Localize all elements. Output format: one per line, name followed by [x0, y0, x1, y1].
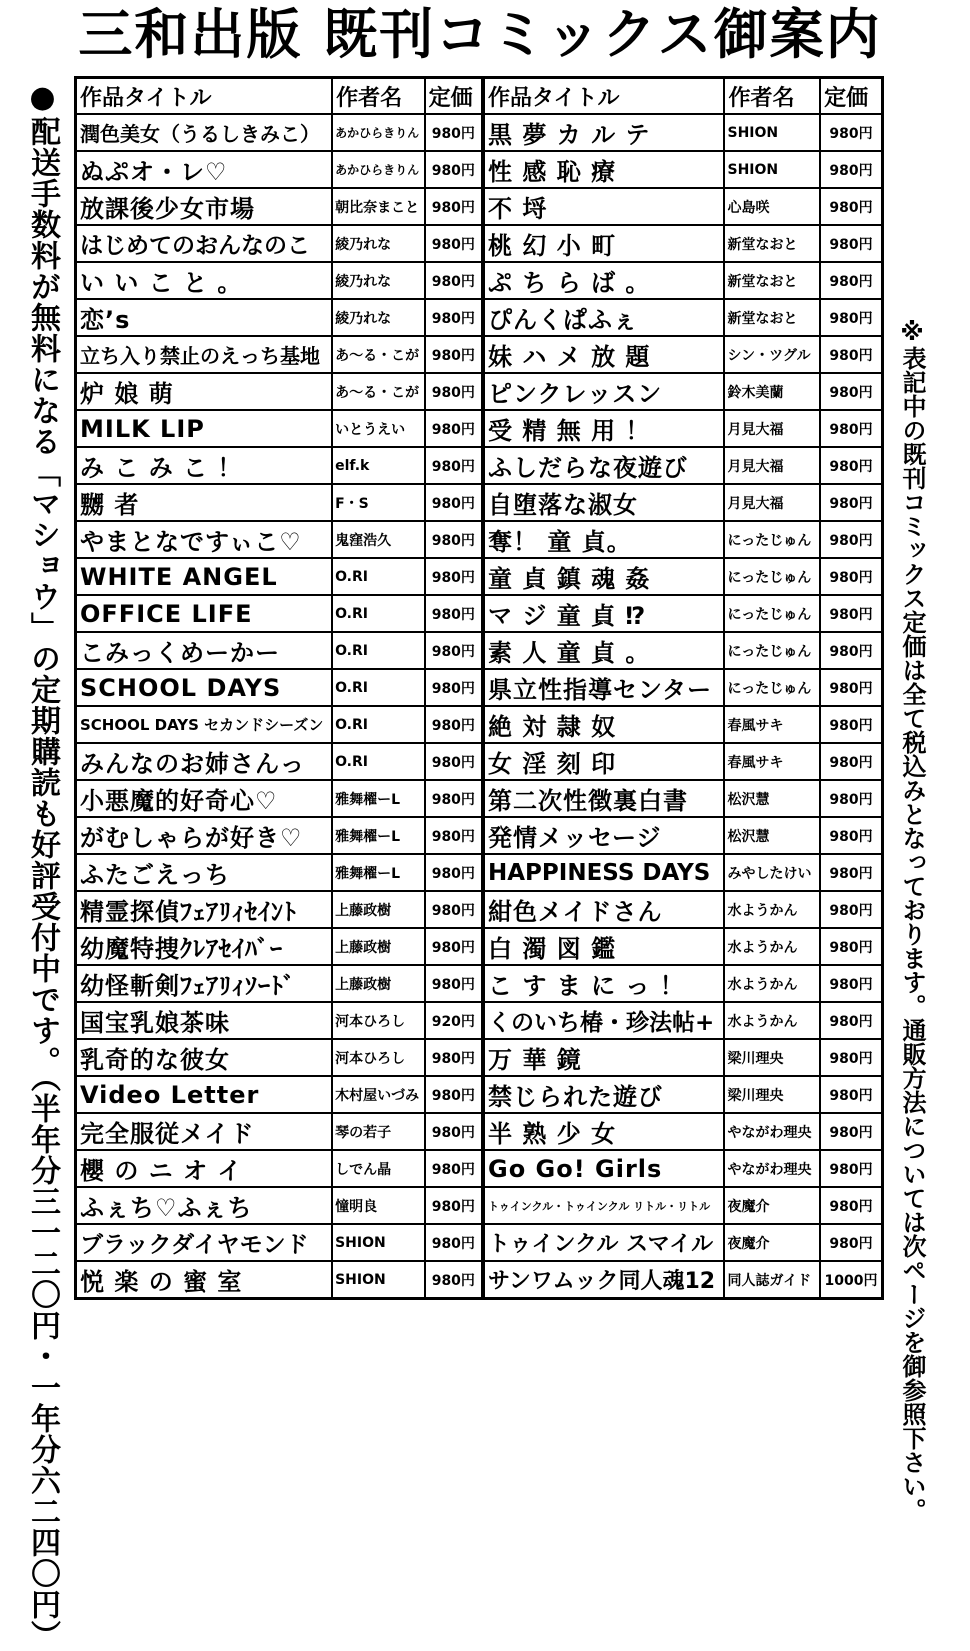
- title-cell: 万 華 鏡: [483, 1039, 724, 1076]
- price-cell: 980円: [425, 447, 483, 484]
- title-cell: サンワムック同人魂12: [483, 1261, 724, 1299]
- title-cell: 悦 楽 の 蜜 室: [76, 1261, 333, 1299]
- title-cell: こ す ま に っ ！: [483, 965, 724, 1002]
- table-row: [76, 1039, 883, 1076]
- title-cell: 白 濁 図 鑑: [483, 928, 724, 965]
- title-cell: 幼魔特捜ｸﾚｱｾｲﾊﾞｰ: [76, 928, 333, 965]
- title-cell: 国宝乳娘茶味: [76, 1002, 333, 1039]
- page-title: 三和出版 既刊コミックス御案内: [78, 3, 882, 66]
- title-cell: ふたごえっち: [76, 854, 333, 891]
- title-cell: ぴんくぱふぇ: [483, 299, 724, 336]
- price-cell: 980円: [820, 1002, 882, 1039]
- price-cell: 980円: [820, 558, 882, 595]
- header-price: 定価: [820, 78, 882, 115]
- title-cell: 妹 ハ メ 放 題: [483, 336, 724, 373]
- author-cell: 鬼窪浩久: [332, 521, 425, 558]
- title-cell: Video Letter: [76, 1076, 333, 1113]
- author-cell: 綾乃れな: [332, 225, 425, 262]
- price-cell: 980円: [425, 632, 483, 669]
- title-cell: 炉 娘 萌: [76, 373, 333, 410]
- table-row: [76, 410, 883, 447]
- price-cell: 980円: [820, 1113, 882, 1150]
- title-cell: 小悪魔的好奇心♡: [76, 780, 333, 817]
- title-cell: ぬぷオ・レ♡: [76, 151, 333, 188]
- table-row: [76, 669, 883, 706]
- price-cell: 980円: [820, 669, 882, 706]
- author-cell: 上藤政樹: [332, 965, 425, 1002]
- price-cell: 980円: [425, 299, 483, 336]
- title-cell: 嬲 者: [76, 484, 333, 521]
- table-row: [76, 373, 883, 410]
- title-cell: 自堕落な淑女: [483, 484, 724, 521]
- author-cell: しでん晶: [332, 1150, 425, 1187]
- table-row: [76, 1187, 883, 1224]
- author-cell: 夜魔介: [724, 1187, 820, 1224]
- author-cell: 水ようかん: [724, 891, 820, 928]
- author-cell: O.RI: [332, 632, 425, 669]
- table-row: [76, 817, 883, 854]
- price-cell: 980円: [820, 225, 882, 262]
- price-cell: 980円: [425, 1113, 483, 1150]
- title-cell: 精霊探偵ﾌｪｱﾘｨｾｲﾝﾄ: [76, 891, 333, 928]
- price-cell: 980円: [425, 558, 483, 595]
- price-cell: 980円: [820, 1076, 882, 1113]
- author-cell: 朝比奈まこと: [332, 188, 425, 225]
- title-cell: MILK LIP: [76, 410, 333, 447]
- price-cell: 980円: [425, 521, 483, 558]
- table-row: [76, 225, 883, 262]
- price-cell: 980円: [425, 817, 483, 854]
- author-cell: 松沢慧: [724, 780, 820, 817]
- title-cell: ピンクレッスン: [483, 373, 724, 410]
- author-cell: 上藤政樹: [332, 891, 425, 928]
- price-cell: 980円: [820, 854, 882, 891]
- author-cell: 琴の若子: [332, 1113, 425, 1150]
- price-cell: 980円: [820, 114, 882, 151]
- author-cell: あかひらきりん: [332, 151, 425, 188]
- author-cell: 水ようかん: [724, 928, 820, 965]
- table-row: [76, 780, 883, 817]
- title-cell: 潤色美女（うるしきみこ）: [76, 114, 333, 151]
- title-cell: い い こ と 。: [76, 262, 333, 299]
- price-cell: 980円: [425, 373, 483, 410]
- price-cell: 980円: [425, 336, 483, 373]
- author-cell: 新堂なおと: [724, 299, 820, 336]
- price-cell: 980円: [820, 299, 882, 336]
- author-cell: 新堂なおと: [724, 225, 820, 262]
- title-cell: OFFICE LIFE: [76, 595, 333, 632]
- table-row: [76, 336, 883, 373]
- title-cell: 乳奇的な彼女: [76, 1039, 333, 1076]
- author-cell: 河本ひろし: [332, 1002, 425, 1039]
- price-cell: 980円: [820, 447, 882, 484]
- title-cell: Go Go! Girls: [483, 1150, 724, 1187]
- table-row: [76, 743, 883, 780]
- title-cell: ブラックダイヤモンド: [76, 1224, 333, 1261]
- author-cell: 上藤政樹: [332, 928, 425, 965]
- author-cell: にったじゅん: [724, 669, 820, 706]
- table-row: [76, 1002, 883, 1039]
- title-cell: がむしゃらが好き♡: [76, 817, 333, 854]
- title-cell: 性 感 恥 療: [483, 151, 724, 188]
- title-cell: はじめてのおんなのこ: [76, 225, 333, 262]
- header-author: 作者名: [724, 78, 820, 115]
- table-row: [76, 114, 883, 151]
- title-cell: ふしだらな夜遊び: [483, 447, 724, 484]
- title-cell: 幼怪斬剣ﾌｪｱﾘｨｿｰﾄﾞ: [76, 965, 333, 1002]
- price-cell: 980円: [425, 595, 483, 632]
- side-note-left: ●配送手数料が無料になる「マショウ」の定期購読も好評受付中です。（半年分三一二〇円・一年分六二四〇円）: [25, 80, 60, 1651]
- title-cell: SCHOOL DAYS: [76, 669, 333, 706]
- author-cell: SHION: [332, 1261, 425, 1299]
- author-cell: やながわ理央: [724, 1113, 820, 1150]
- title-cell: トゥインクル・トゥインクル リトル・リトル: [483, 1187, 724, 1224]
- title-cell: こみっくめーかー: [76, 632, 333, 669]
- title-cell: 立ち入り禁止のえっち基地: [76, 336, 333, 373]
- author-cell: 雅舞櫂ーL: [332, 854, 425, 891]
- table-row: [76, 632, 883, 669]
- price-cell: 980円: [425, 188, 483, 225]
- table-row: [76, 521, 883, 558]
- price-cell: 980円: [820, 780, 882, 817]
- table-row: [76, 558, 883, 595]
- author-cell: 同人誌ガイド: [724, 1261, 820, 1299]
- title-cell: HAPPINESS DAYS: [483, 854, 724, 891]
- price-cell: 980円: [820, 151, 882, 188]
- price-cell: 980円: [425, 1039, 483, 1076]
- title-cell: 紺色メイドさん: [483, 891, 724, 928]
- author-cell: O.RI: [332, 558, 425, 595]
- title-cell: 県立性指導センター: [483, 669, 724, 706]
- title-cell: みんなのお姉さんっ: [76, 743, 333, 780]
- price-cell: 980円: [820, 632, 882, 669]
- price-cell: 980円: [425, 1076, 483, 1113]
- header-title: 作品タイトル: [76, 78, 333, 115]
- price-cell: 980円: [425, 706, 483, 743]
- author-cell: 綾乃れな: [332, 262, 425, 299]
- price-cell: 980円: [425, 743, 483, 780]
- title-cell: やまとなですぃこ♡: [76, 521, 333, 558]
- price-cell: 980円: [820, 373, 882, 410]
- author-cell: にったじゅん: [724, 595, 820, 632]
- price-cell: 980円: [820, 1150, 882, 1187]
- author-cell: にったじゅん: [724, 521, 820, 558]
- author-cell: SHION: [724, 151, 820, 188]
- comics-table: [74, 76, 884, 1300]
- author-cell: やながわ理央: [724, 1150, 820, 1187]
- price-cell: 980円: [425, 1187, 483, 1224]
- table-row: [76, 1150, 883, 1187]
- author-cell: にったじゅん: [724, 558, 820, 595]
- table-row: [76, 1076, 883, 1113]
- price-cell: 980円: [425, 151, 483, 188]
- title-cell: 発情メッセージ: [483, 817, 724, 854]
- price-cell: 980円: [820, 928, 882, 965]
- author-cell: O.RI: [332, 706, 425, 743]
- title-cell: 黒 夢 カ ル テ: [483, 114, 724, 151]
- table-row: [76, 928, 883, 965]
- table-row: [76, 262, 883, 299]
- author-cell: 梁川理央: [724, 1039, 820, 1076]
- author-cell: 雅舞櫂ーL: [332, 780, 425, 817]
- side-note-right: ※表記中の既刊コミックス定価は全て税込みとなっております。通販方法については次ページを御参照下さい。: [898, 318, 926, 1522]
- author-cell: 春風サキ: [724, 706, 820, 743]
- author-cell: 河本ひろし: [332, 1039, 425, 1076]
- title-cell: 不 埒: [483, 188, 724, 225]
- author-cell: elf.k: [332, 447, 425, 484]
- price-cell: 980円: [425, 780, 483, 817]
- title-cell: 奪！ 童 貞。: [483, 521, 724, 558]
- price-cell: 920円: [425, 1002, 483, 1039]
- title-cell: ふぇち♡ふぇち: [76, 1187, 333, 1224]
- header-author: 作者名: [332, 78, 425, 115]
- table-row: [76, 484, 883, 521]
- author-cell: 雅舞櫂ーL: [332, 817, 425, 854]
- author-cell: みやしたけい: [724, 854, 820, 891]
- title-cell: 童 貞 鎮 魂 姦: [483, 558, 724, 595]
- price-cell: 980円: [425, 965, 483, 1002]
- price-cell: 980円: [820, 1187, 882, 1224]
- table-row: [76, 595, 883, 632]
- title-cell: トゥインクル スマイル: [483, 1224, 724, 1261]
- author-cell: 水ようかん: [724, 965, 820, 1002]
- price-cell: 980円: [820, 1039, 882, 1076]
- table-row: [76, 299, 883, 336]
- table-row: [76, 854, 883, 891]
- author-cell: あ～る・こが: [332, 336, 425, 373]
- price-cell: 980円: [820, 521, 882, 558]
- author-cell: O.RI: [332, 743, 425, 780]
- price-cell: 980円: [820, 262, 882, 299]
- author-cell: 鈴木美蘭: [724, 373, 820, 410]
- author-cell: 月見大福: [724, 410, 820, 447]
- author-cell: F・S: [332, 484, 425, 521]
- title-cell: 半 熟 少 女: [483, 1113, 724, 1150]
- table-row: [76, 965, 883, 1002]
- author-cell: 木村屋いづみ: [332, 1076, 425, 1113]
- title-cell: WHITE ANGEL: [76, 558, 333, 595]
- author-cell: SHION: [724, 114, 820, 151]
- title-cell: 受 精 無 用 ！: [483, 410, 724, 447]
- price-cell: 980円: [425, 1224, 483, 1261]
- price-cell: 980円: [425, 1150, 483, 1187]
- title-cell: 禁じられた遊び: [483, 1076, 724, 1113]
- title-cell: 素 人 童 貞 。: [483, 632, 724, 669]
- price-cell: 980円: [820, 484, 882, 521]
- table-row: [76, 891, 883, 928]
- author-cell: 梁川理央: [724, 1076, 820, 1113]
- price-cell: 980円: [820, 817, 882, 854]
- price-cell: 980円: [425, 484, 483, 521]
- title-cell: 女 淫 刻 印: [483, 743, 724, 780]
- price-cell: 980円: [820, 965, 882, 1002]
- author-cell: 月見大福: [724, 447, 820, 484]
- author-cell: あかひらきりん: [332, 114, 425, 151]
- author-cell: O.RI: [332, 595, 425, 632]
- title-cell: ぷ ち ら ば 。: [483, 262, 724, 299]
- price-cell: 980円: [425, 891, 483, 928]
- price-cell: 980円: [820, 595, 882, 632]
- title-cell: 絶 対 隷 奴: [483, 706, 724, 743]
- price-cell: 980円: [425, 1261, 483, 1299]
- price-cell: 980円: [425, 262, 483, 299]
- table-row: [76, 1261, 883, 1299]
- table-row: [76, 1224, 883, 1261]
- price-cell: 980円: [425, 225, 483, 262]
- author-cell: あ～る・こが: [332, 373, 425, 410]
- header-title: 作品タイトル: [483, 78, 724, 115]
- title-cell: 放課後少女市場: [76, 188, 333, 225]
- price-cell: 980円: [820, 336, 882, 373]
- price-cell: 980円: [425, 669, 483, 706]
- title-cell: くのいち椿・珍法帖+: [483, 1002, 724, 1039]
- price-cell: 980円: [820, 410, 882, 447]
- table-row: [76, 1113, 883, 1150]
- price-cell: 1000円: [820, 1261, 882, 1299]
- price-cell: 980円: [820, 706, 882, 743]
- author-cell: O.RI: [332, 669, 425, 706]
- price-cell: 980円: [425, 854, 483, 891]
- author-cell: SHION: [332, 1224, 425, 1261]
- title-cell: マ ジ 童 貞 ⁉: [483, 595, 724, 632]
- table-row: [76, 151, 883, 188]
- price-cell: 980円: [425, 114, 483, 151]
- price-cell: 980円: [820, 743, 882, 780]
- author-cell: 心島咲: [724, 188, 820, 225]
- table-row: [76, 706, 883, 743]
- price-cell: 980円: [820, 891, 882, 928]
- table-row: [76, 188, 883, 225]
- title-cell: 櫻 の ニ オ イ: [76, 1150, 333, 1187]
- author-cell: 憧明良: [332, 1187, 425, 1224]
- author-cell: 夜魔介: [724, 1224, 820, 1261]
- table-header-row: [76, 78, 883, 115]
- title-cell: 完全服従メイド: [76, 1113, 333, 1150]
- title-cell: 第二次性徴裏白書: [483, 780, 724, 817]
- title-cell: 桃 幻 小 町: [483, 225, 724, 262]
- author-cell: 月見大福: [724, 484, 820, 521]
- price-cell: 980円: [820, 1224, 882, 1261]
- author-cell: 新堂なおと: [724, 262, 820, 299]
- author-cell: 水ようかん: [724, 1002, 820, 1039]
- title-cell: 恋’s: [76, 299, 333, 336]
- author-cell: いとうえい: [332, 410, 425, 447]
- author-cell: 春風サキ: [724, 743, 820, 780]
- price-cell: 980円: [425, 928, 483, 965]
- author-cell: 松沢慧: [724, 817, 820, 854]
- title-cell: SCHOOL DAYS セカンドシーズン: [76, 706, 333, 743]
- author-cell: シン・ツグル: [724, 336, 820, 373]
- price-cell: 980円: [820, 188, 882, 225]
- table-row: [76, 447, 883, 484]
- price-cell: 980円: [425, 410, 483, 447]
- title-cell: み こ み こ ！: [76, 447, 333, 484]
- author-cell: にったじゅん: [724, 632, 820, 669]
- author-cell: 綾乃れな: [332, 299, 425, 336]
- header-price: 定価: [425, 78, 483, 115]
